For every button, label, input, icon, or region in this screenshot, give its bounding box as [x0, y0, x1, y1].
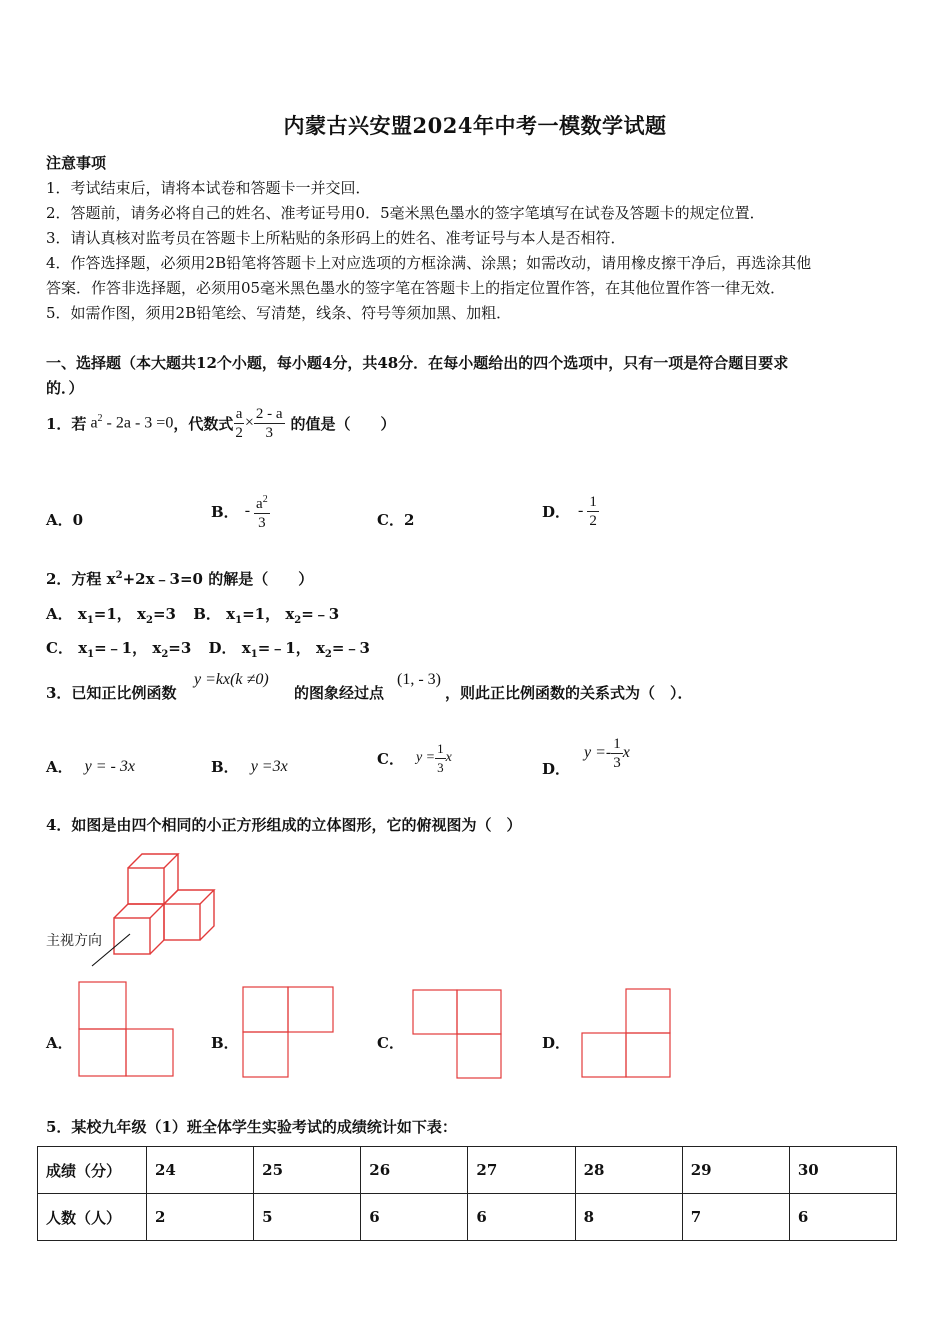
notice-item-3: 3．请认真核对监考员在答题卡上所粘贴的条形码上的姓名、准考证号与本人是否相符． — [46, 229, 626, 247]
q3-point: (1, - 3) — [397, 671, 441, 688]
table-header-cell: 成绩（分） — [38, 1147, 147, 1194]
q3-option-d: D． y =- $\frac{1}{3}$ x — [542, 735, 630, 778]
page-title: 内蒙古兴安盟2024年中考一模数学试题 — [283, 113, 667, 138]
question-2: 2．方程 $x^2+2x﹣3=0$ 的解是（ ） — [46, 570, 314, 588]
table-cell: 7 — [682, 1194, 789, 1241]
q4-option-a-label: A． — [46, 1034, 73, 1052]
table-cell: 6 — [789, 1194, 896, 1241]
cube-figure — [40, 848, 230, 970]
table-cell: 24 — [147, 1147, 254, 1194]
table-row — [38, 1147, 897, 1194]
table-header-cell: 人数（人） — [38, 1194, 147, 1241]
table-cell: 5 — [254, 1194, 361, 1241]
q1-fraction-1: $\frac{a}{2}$ — [235, 405, 243, 441]
q4-option-d-figure — [581, 988, 672, 1079]
q2-options-cd: C． $x_1=﹣1$， $x_2=3$ D． $x_1=﹣1$， $x_2=﹣3$ — [46, 639, 370, 660]
q2-options-ab: A． $x_1=1$， $x_2=3$ B． $x_1=1$， $x_2=﹣3$ — [46, 605, 340, 626]
score-table — [37, 1146, 897, 1241]
table-cell: 28 — [575, 1147, 682, 1194]
question-1: 1．若 $a^2 - 2a - 3 =0$ ，代数式 $\frac{a}{2}$ × $\frac{2 - a}{3}$ 的值是（ ） — [46, 405, 396, 441]
table-row — [38, 1194, 897, 1241]
table-cell: 26 — [361, 1147, 468, 1194]
q3-option-b: B． y =3x — [211, 757, 288, 776]
q1-option-a: A．0 — [46, 511, 84, 529]
table-cell: 27 — [468, 1147, 575, 1194]
question-5: 5．某校九年级（1）班全体学生实验考试的成绩统计如下表： — [46, 1118, 457, 1136]
q1-option-b: B． - $\frac{a^2}{3}$ — [211, 488, 270, 534]
q3-suffix: ，则此正比例函数的关系式为（ ）． — [445, 684, 693, 702]
table-cell: 29 — [682, 1147, 789, 1194]
table-cell: 6 — [361, 1194, 468, 1241]
question-4: 4．如图是由四个相同的小正方形组成的立体图形，它的俯视图为（ ） — [46, 816, 522, 834]
section-heading: 一、选择题（本大题共12个小题，每小题4分，共48分．在每小题给出的四个选项中，只有一项是符合题目要求 — [46, 354, 789, 372]
notice-item-4: 4．作答选择题，必须用2B铅笔将答题卡上对应选项的方框涂满、涂黑；如需改动，请用橡皮擦干净后，再选涂其他 — [46, 254, 812, 272]
view-direction-label: 主视方向 — [46, 933, 102, 949]
q3-option-c: C． y = $\frac{1}{3}$ x — [377, 740, 452, 775]
q4-option-b-figure — [242, 986, 335, 1079]
q4-option-a-figure — [78, 981, 175, 1078]
q4-option-c-label: C． — [377, 1034, 404, 1052]
notice-item-1: 1．考试结束后，请将本试卷和答题卡一并交回． — [46, 179, 371, 197]
q3-function: y =kx(k ≠0) — [194, 671, 269, 688]
q1-option-d: D． - $\frac{1}{2}$ — [542, 493, 597, 529]
notice-heading: 注意事项 — [46, 154, 107, 172]
table-cell: 2 — [147, 1194, 254, 1241]
table-cell: 8 — [575, 1194, 682, 1241]
table-cell: 25 — [254, 1147, 361, 1194]
q3-mid: 的图象经过点 — [294, 684, 385, 702]
table-cell: 30 — [789, 1147, 896, 1194]
notice-item-4-cont: 答案．作答非选择题，必须用05毫米黑色墨水的签字笔在答题卡上的指定位置作答，在其他位置作答一律无效． — [46, 279, 786, 297]
q3-prefix: 3．已知正比例函数 — [46, 684, 177, 702]
q4-option-d-label: D． — [542, 1034, 571, 1052]
q1-option-c: C．2 — [377, 511, 415, 529]
q4-option-b-label: B． — [211, 1034, 239, 1052]
section-heading-cont: 的．） — [46, 379, 84, 397]
notice-item-2: 2．答题前，请务必将自己的姓名、准考证号用0．5毫米黑色墨水的签字笔填写在试卷及答题卡的规定位置． — [46, 204, 765, 222]
q4-option-c-figure — [412, 989, 503, 1080]
q3-option-a: A． y = - 3x — [46, 757, 135, 776]
notice-item-5: 5．如需作图，须用2B铅笔绘、写清楚，线条、符号等须加黑、加粗． — [46, 304, 512, 322]
q1-fraction-2: $\frac{2 - a}{3}$ — [255, 405, 283, 441]
table-cell: 6 — [468, 1194, 575, 1241]
